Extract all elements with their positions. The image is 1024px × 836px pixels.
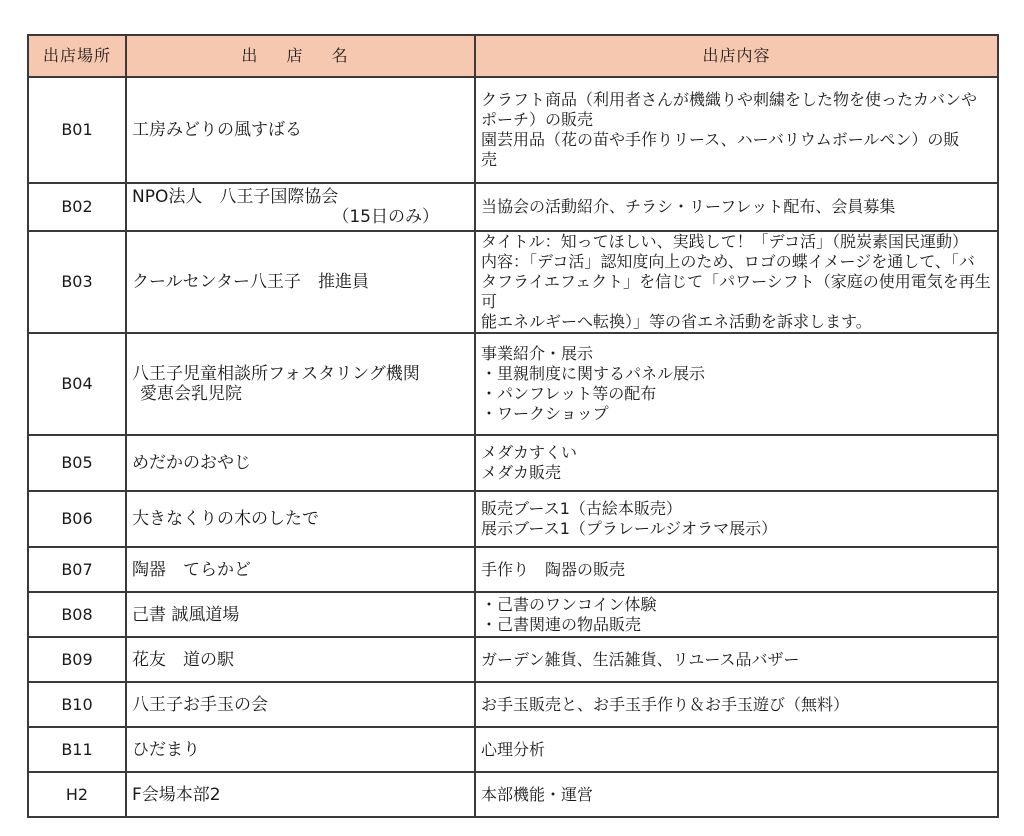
booth-content-line: メダカすくい bbox=[481, 443, 578, 462]
booth-content bbox=[475, 727, 998, 772]
booth-name bbox=[126, 592, 475, 637]
booth-content bbox=[475, 333, 998, 435]
booth-location: B11 bbox=[28, 727, 126, 772]
booth-name bbox=[126, 77, 475, 183]
booth-content-line: クラフト商品（利用者さんが機織りや刺繍をした物を使ったカバンや bbox=[481, 90, 978, 109]
booth-name bbox=[126, 547, 475, 592]
table-row bbox=[28, 772, 998, 817]
table-row bbox=[28, 682, 998, 727]
booth-content-line: 展示ブース1（プラレールジオラマ展示） bbox=[481, 519, 778, 538]
booth-name bbox=[126, 491, 475, 547]
booth-name-line: 愛恵会乳児院 bbox=[140, 384, 242, 404]
booth-name bbox=[126, 435, 475, 491]
booth-location: B09 bbox=[28, 637, 126, 682]
booth-content-line: ・己書のワンコイン体験 bbox=[481, 594, 657, 614]
booth-content-line: 売 bbox=[481, 150, 498, 169]
booth-location: B07 bbox=[28, 547, 126, 592]
booth-content-line: 心理分析 bbox=[481, 739, 546, 759]
booth-location: B10 bbox=[28, 682, 126, 727]
booth-table bbox=[27, 34, 999, 818]
booth-name bbox=[126, 772, 475, 817]
booth-content bbox=[475, 637, 998, 682]
booth-content bbox=[475, 183, 998, 231]
booth-content bbox=[475, 77, 998, 183]
booth-content bbox=[475, 772, 998, 817]
table-row bbox=[28, 231, 998, 333]
booth-content-line: 当協会の活動紹介、チラシ・リーフレット配布、会員募集 bbox=[481, 197, 896, 216]
booth-location: B02 bbox=[28, 183, 126, 231]
booth-content bbox=[475, 592, 998, 637]
booth-content-line: メダカ販売 bbox=[481, 463, 562, 482]
table-row bbox=[28, 183, 998, 231]
booth-name-line: NPO法人 八王子国際協会 bbox=[132, 187, 339, 207]
booth-content-line: お手玉販売と、お手玉手作り＆お手玉遊び（無料） bbox=[481, 694, 850, 714]
booth-content-line: ・里親制度に関するパネル展示 bbox=[481, 364, 706, 383]
booth-content-line: ガーデン雑貨、生活雑貨、リユース品バザー bbox=[481, 649, 800, 669]
booth-name-line: 八王子お手玉の会 bbox=[132, 694, 268, 715]
booth-location: B06 bbox=[28, 491, 126, 547]
booth-location: B04 bbox=[28, 333, 126, 435]
booth-location: B05 bbox=[28, 435, 126, 491]
booth-content bbox=[475, 491, 998, 547]
booth-content-line: タイトル：知ってほしい、実践して！「デコ活」（脱炭素国民運動） bbox=[481, 232, 969, 251]
booth-content bbox=[475, 231, 998, 333]
booth-content bbox=[475, 435, 998, 491]
table-row bbox=[28, 435, 998, 491]
booth-location: B01 bbox=[28, 77, 126, 183]
table-row bbox=[28, 727, 998, 772]
booth-content-line: 事業紹介・展示 bbox=[481, 344, 594, 363]
booth-name bbox=[126, 333, 475, 435]
booth-name-line: 大きなくりの木のしたで bbox=[132, 509, 319, 529]
booth-name-line: クールセンター八王子 推進員 bbox=[132, 272, 369, 292]
booth-name-line: 陶器 てらかど bbox=[132, 559, 251, 580]
table-row bbox=[28, 333, 998, 435]
booth-name bbox=[126, 727, 475, 772]
booth-name-line: （15日のみ） bbox=[332, 207, 439, 227]
booth-content bbox=[475, 682, 998, 727]
booth-content-line: ・パンフレット等の配布 bbox=[481, 384, 657, 403]
booth-content bbox=[475, 547, 998, 592]
booth-content-line: 販売ブース1（古絵本販売） bbox=[481, 499, 682, 518]
table-row bbox=[28, 637, 998, 682]
booth-name-line: F会場本部2 bbox=[132, 784, 221, 805]
booth-name bbox=[126, 637, 475, 682]
table-row bbox=[28, 547, 998, 592]
table-row bbox=[28, 491, 998, 547]
booth-name-line: めだかのおやじ bbox=[132, 453, 251, 473]
content-header: 出店内容 bbox=[475, 35, 998, 77]
booth-content-line: 内容：「デコ活」認知度向上のため、ロゴの蝶イメージを通して、「バ bbox=[481, 252, 975, 271]
booth-name-line: 花友 道の駅 bbox=[132, 649, 234, 670]
booth-content-line: 手作り 陶器の販売 bbox=[481, 559, 626, 579]
location-header: 出店場所 bbox=[28, 35, 126, 77]
booth-name-line: 八王子児童相談所フォスタリング機関 bbox=[132, 364, 420, 384]
booth-name bbox=[126, 183, 475, 231]
booth-content-line: タフライエフェクト」を信じて「パワーシフト（家庭の使用電気を再生可 bbox=[481, 272, 991, 311]
header-row bbox=[28, 35, 998, 77]
booth-name-line: 己書 誠風道場 bbox=[132, 604, 240, 625]
booth-location: B08 bbox=[28, 592, 126, 637]
booth-content-line: ・ワークショップ bbox=[481, 404, 609, 423]
name-header: 出 店 名 bbox=[126, 35, 475, 77]
booth-location: H2 bbox=[28, 772, 126, 817]
booth-name-line: 工房みどりの風すばる bbox=[132, 120, 302, 140]
booth-content-line: 園芸用品（花の苗や手作りリース、ハーバリウムボールペン）の販 bbox=[481, 130, 960, 149]
booth-content-line: ポーチ）の販売 bbox=[481, 110, 594, 129]
booth-name bbox=[126, 682, 475, 727]
booth-content-line: ・己書関連の物品販売 bbox=[481, 614, 642, 634]
booth-name-line: ひだまり bbox=[132, 739, 200, 760]
table-row bbox=[28, 77, 998, 183]
booth-location: B03 bbox=[28, 231, 126, 333]
booth-content-line: 本部機能・運営 bbox=[481, 784, 594, 804]
booth-content-line: 能エネルギーへ転換）」等の省エネ活動を訴求します。 bbox=[481, 312, 872, 331]
booth-name bbox=[126, 231, 475, 333]
table-row bbox=[28, 592, 998, 637]
